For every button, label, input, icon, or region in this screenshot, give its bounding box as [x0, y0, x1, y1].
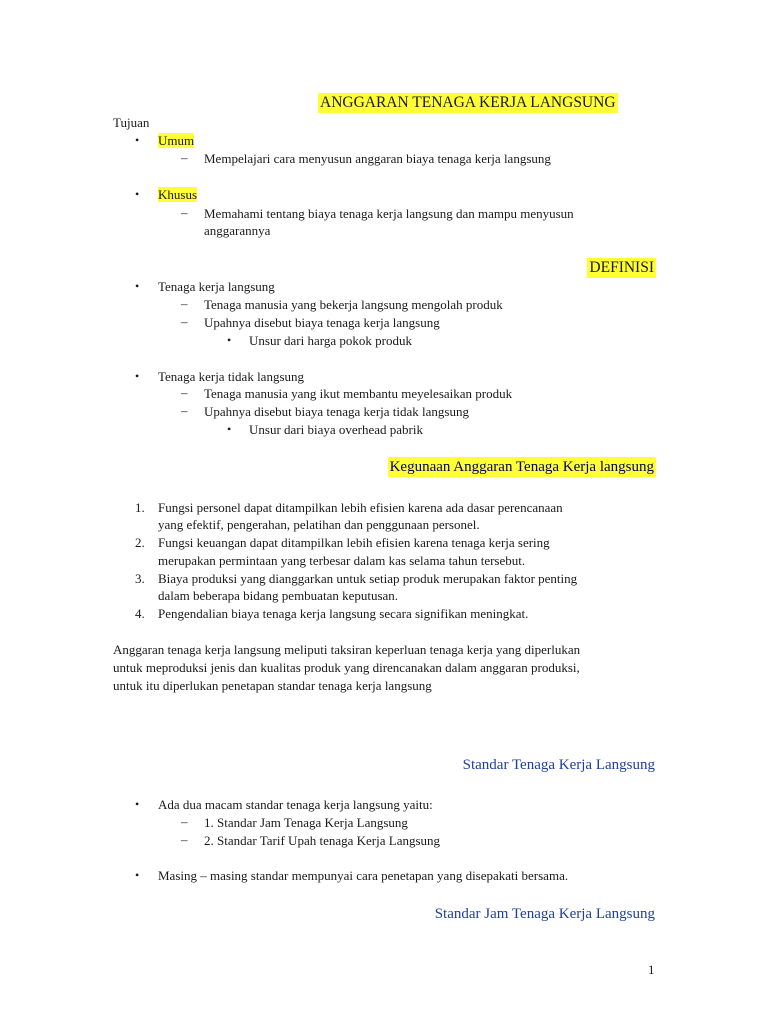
dash-icon: – — [181, 403, 188, 418]
bullet-icon: • — [135, 133, 140, 147]
bullet-icon: • — [135, 868, 140, 882]
tkl-item-1: Tenaga manusia yang bekerja langsung mengolah produk — [204, 297, 503, 312]
masing-note: Masing – masing standar mempunyai cara penetapan yang disepakati bersama. — [158, 868, 569, 883]
tktl-item-2: Upahnya disebut biaya tenaga kerja tidak langsung — [204, 404, 469, 419]
bullet-icon: • — [135, 797, 140, 811]
dash-icon: – — [181, 296, 188, 311]
list-number: 4. — [135, 606, 145, 621]
tktl-heading: Tenaga kerja tidak langsung — [158, 369, 305, 384]
kegunaan-item-2-line1: Fungsi keuangan dapat ditampilkan lebih efisien karena tenaga kerja sering — [158, 535, 550, 550]
tkl-subitem: Unsur dari harga pokok produk — [249, 333, 412, 348]
dash-icon: – — [181, 814, 188, 829]
kegunaan-heading: Kegunaan Anggaran Tenaga Kerja langsung — [389, 459, 654, 475]
kegunaan-item-4-line1: Pengendalian biaya tenaga kerja langsung secara signifikan meningkat. — [158, 606, 529, 621]
umum-heading: Umum — [158, 133, 195, 148]
page-title: ANGGARAN TENAGA KERJA LANGSUNG — [320, 94, 616, 111]
kegunaan-item-1-line1: Fungsi personel dapat ditampilkan lebih efisien karena ada dasar perencanaan — [158, 500, 563, 515]
bullet-icon: • — [135, 279, 140, 293]
umum-item: Mempelajari cara menyusun anggaran biaya tenaga kerja langsung — [204, 151, 551, 166]
kegunaan-item-1-line2: yang efektif, pengerahan, pelatihan dan penggunaan personel. — [158, 517, 480, 532]
list-number: 3. — [135, 571, 145, 586]
khusus-item-line2: anggarannya — [204, 223, 271, 238]
kegunaan-item-3-line1: Biaya produksi yang dianggarkan untuk setiap produk merupakan faktor penting — [158, 571, 578, 586]
definisi-heading: DEFINISI — [589, 259, 654, 276]
bullet-icon: • — [135, 187, 140, 201]
page-number: 1 — [648, 962, 655, 977]
tkl-item-2: Upahnya disebut biaya tenaga kerja langsung — [204, 315, 440, 330]
bullet-icon: • — [135, 369, 140, 383]
dash-icon: – — [181, 150, 188, 165]
list-number: 1. — [135, 500, 145, 515]
standar-jam-heading: Standar Jam Tenaga Kerja Langsung — [434, 906, 655, 922]
dash-icon: – — [181, 385, 188, 400]
khusus-heading: Khusus — [158, 187, 198, 202]
dash-icon: – — [181, 314, 188, 329]
standar-item-2: 2. Standar Tarif Upah tenaga Kerja Langsung — [204, 833, 441, 848]
paragraph-line-1: Anggaran tenaga kerja langsung meliputi taksiran keperluan tenaga kerja yang diperlukan — [113, 642, 581, 657]
tujuan-label: Tujuan — [113, 115, 150, 130]
standar-item-1: 1. Standar Jam Tenaga Kerja Langsung — [204, 815, 408, 830]
standar-intro: Ada dua macam standar tenaga kerja langsung yaitu: — [158, 797, 433, 812]
khusus-item-line1: Memahami tentang biaya tenaga kerja langsung dan mampu menyusun — [204, 206, 574, 221]
paragraph-line-3: untuk itu diperlukan penetapan standar tenaga kerja langsung — [113, 678, 432, 693]
tktl-item-1: Tenaga manusia yang ikut membantu meyelesaikan produk — [204, 386, 513, 401]
bullet-icon: • — [227, 333, 232, 347]
bullet-icon: • — [227, 422, 232, 436]
paragraph-line-2: untuk meproduksi jenis dan kualitas produk yang direncanakan dalam anggaran produksi, — [113, 660, 580, 675]
tkl-heading: Tenaga kerja langsung — [158, 279, 275, 294]
dash-icon: – — [181, 832, 188, 847]
standar-heading: Standar Tenaga Kerja Langsung — [462, 757, 655, 773]
dash-icon: – — [181, 205, 188, 220]
kegunaan-item-3-line2: dalam beberapa bidang pembuatan keputusan. — [158, 588, 399, 603]
list-number: 2. — [135, 535, 145, 550]
tktl-subitem: Unsur dari biaya overhead pabrik — [249, 422, 423, 437]
kegunaan-item-2-line2: merupakan permintaan yang terbesar dalam kas selama tahun tersebut. — [158, 553, 526, 568]
